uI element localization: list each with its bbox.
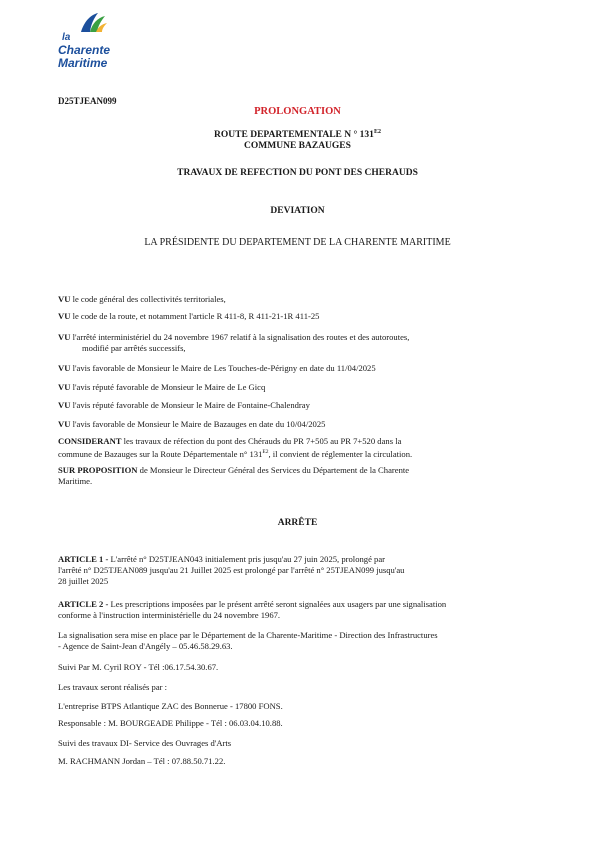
vu-item: VU l'avis favorable de Monsieur le Maire de Bazauges en date du 10/04/2025	[58, 419, 326, 429]
vu-item: VU l'avis réputé favorable de Monsieur le Maire de Fontaine-Chalendray	[58, 400, 310, 410]
leaf-emblem-icon	[78, 12, 108, 34]
article-1: ARTICLE 1 - L'arrêté n° D25TJEAN043 initialement pris jusqu'au 27 juin 2025, prolongé par l'arrêté n° D25TJEAN089 jusqu'au 21 Juillet 2025 est prolongé par l'arrêté n° 25TJEAN099 jusqu'au 28 juillet 2025	[58, 554, 405, 586]
suivi-travaux-line: Suivi des travaux DI- Service des Ouvrages d'Arts	[58, 738, 232, 748]
responsable-line: Responsable : M. BOURGEADE Philippe - Tél : 06.03.04.10.88.	[58, 718, 283, 728]
document-title: PROLONGATION	[254, 106, 341, 117]
travaux-par-line: Les travaux seront réalisés par :	[58, 682, 168, 692]
route-heading	[0, 129, 595, 140]
document-reference: D25TJEAN099	[58, 96, 117, 106]
vu-item: VU le code de la route, et notamment l'article R 411-8, R 411-21-1R 411-25	[58, 311, 320, 321]
rachmann-line: M. RACHMANN Jordan – Tél : 07.88.50.71.22.	[58, 756, 226, 766]
route-text: ROUTE DEPARTEMENTALE N ° 131	[214, 130, 374, 141]
vu-item: VU le code général des collectivités territoriales,	[58, 294, 226, 304]
vu-item: VU l'avis réputé favorable de Monsieur le Maire de Le Gicq	[58, 382, 266, 392]
arrete-heading: ARRÊTE	[277, 518, 318, 528]
signalisation-paragraph: La signalisation sera mise en place par le Département de la Charente-Maritime - Direction des Infrastructures - Agence de Saint-Jean d'Angély – 05.46.58.29.63.	[58, 630, 438, 651]
commune-heading: COMMUNE BAZAUGES	[244, 141, 351, 151]
vu-item: VU l'avis favorable de Monsieur le Maire de Les Touches-de-Périgny en date du 11/04/2025	[58, 363, 376, 373]
suivi-line: Suivi Par M. Cyril ROY - Tél :06.17.54.30.67.	[58, 662, 219, 672]
proposition-paragraph: SUR PROPOSITION de Monsieur le Directeur Général des Services du Département de la Charente Maritime.	[58, 465, 410, 486]
article-2: ARTICLE 2 - Les prescriptions imposées par le présent arrêté seront signalées aux usagers par une signalisation conforme à l'instruction interministérielle du 24 novembre 1967.	[58, 599, 447, 620]
vu-item: VU l'arrêté interministériel du 24 novembre 1967 relatif à la signalisation des routes et des autoroutes, modifié par arrêtés successifs,	[58, 332, 410, 353]
charente-maritime-logo	[58, 12, 128, 72]
logo-text-charente: Charente	[58, 43, 111, 57]
travaux-heading: TRAVAUX DE REFECTION DU PONT DES CHERAUDS	[177, 168, 418, 178]
deviation-heading: DEVIATION	[270, 206, 325, 216]
authority-heading: LA PRÉSIDENTE DU DEPARTEMENT DE LA CHARENTE MARITIME	[144, 237, 451, 248]
considerant-paragraph: CONSIDERANT les travaux de réfection du pont des Chérauds du PR 7+505 au PR 7+520 dans la commune de Bazauges sur la Route Départementale n° $131^{E2}$, il convient de réglementer la circulation.	[58, 436, 413, 459]
entreprise-line: L'entreprise BTPS Atlantique ZAC des Bonnerue - 17800 FONS.	[58, 701, 283, 711]
route-sup: E2	[373, 129, 381, 135]
logo-text-maritime: Maritime	[58, 56, 108, 70]
logo-text-la: la	[62, 32, 71, 43]
